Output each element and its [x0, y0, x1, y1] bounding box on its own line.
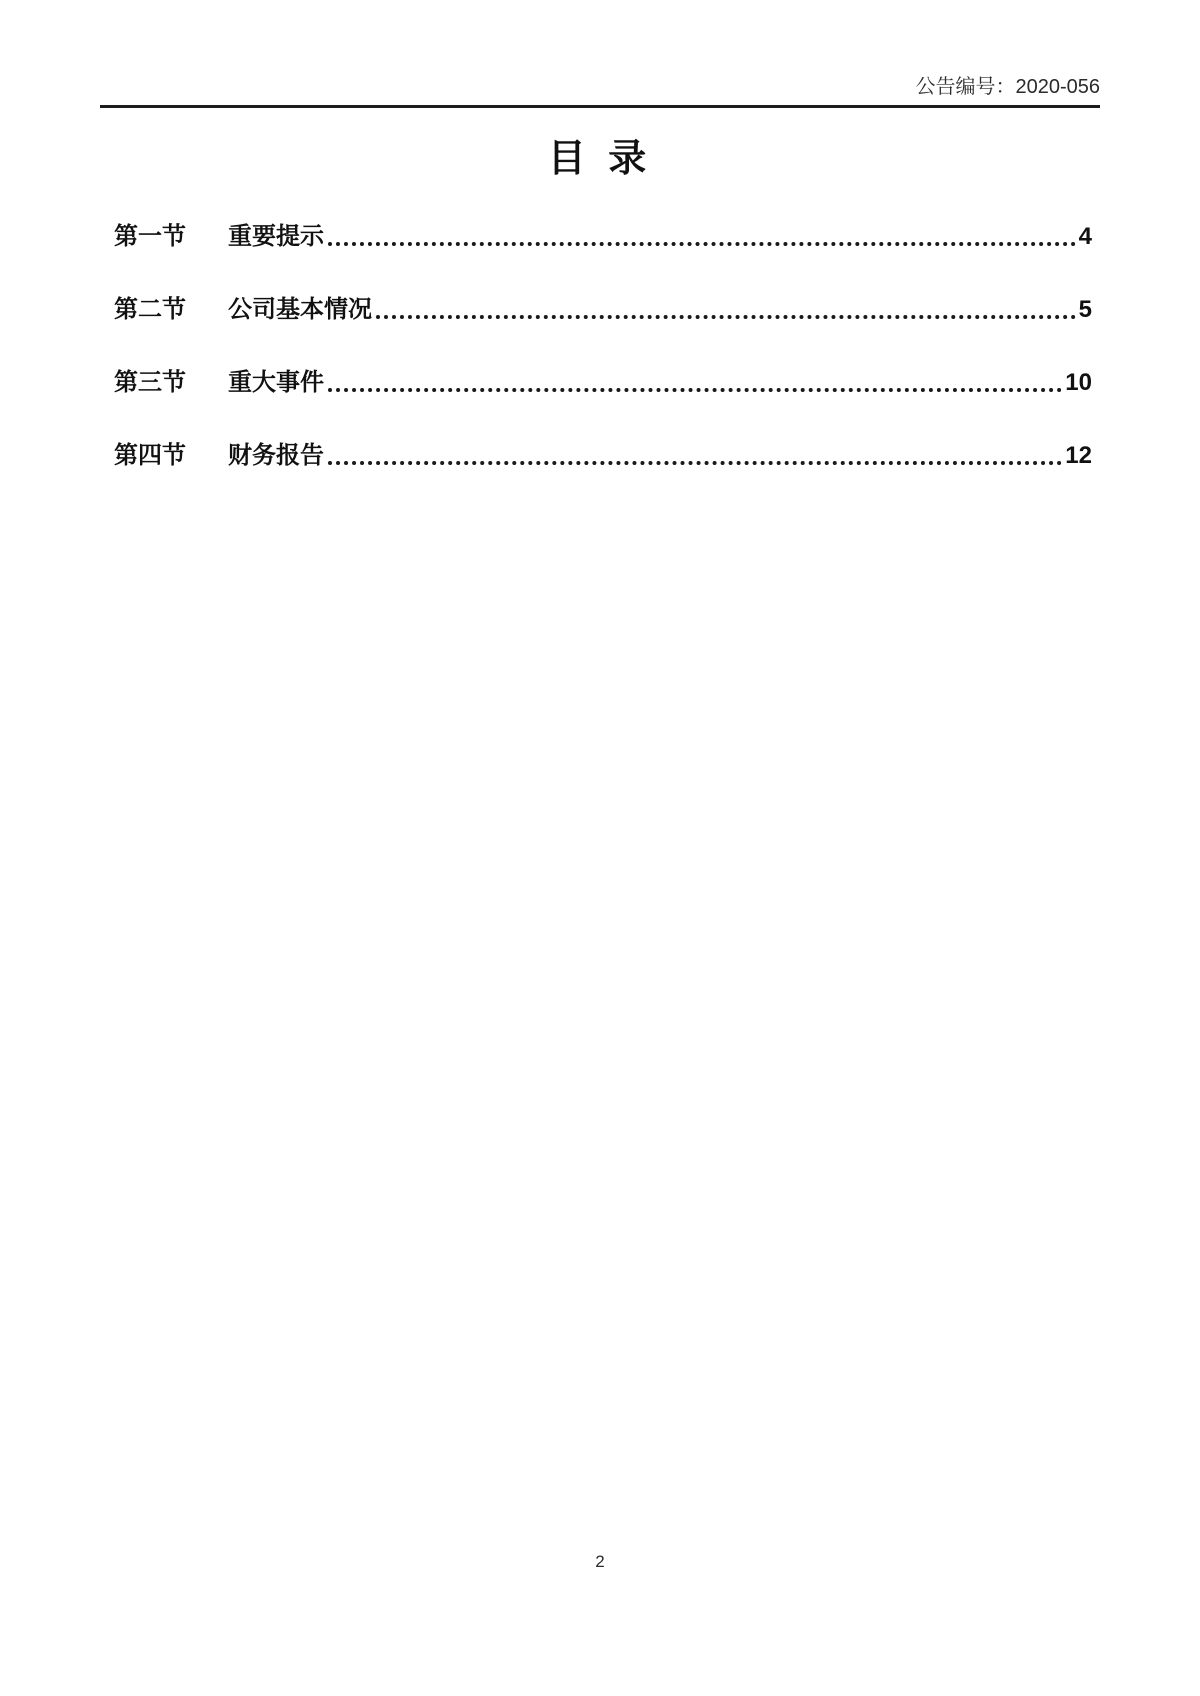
dot-leader	[376, 315, 1076, 319]
table-of-contents	[100, 222, 1100, 471]
dot-leader	[328, 242, 1076, 246]
toc-entry	[114, 368, 1092, 398]
toc-entry-title: 财务报告	[228, 442, 324, 469]
toc-page-number: 5	[1078, 296, 1092, 323]
toc-entry-title: 重大事件	[228, 369, 324, 396]
dot-leader	[328, 388, 1062, 392]
toc-section-label: 第一节	[114, 223, 186, 250]
toc-entry	[114, 222, 1092, 252]
toc-section-label: 第二节	[114, 296, 186, 323]
toc-section-label: 第四节	[114, 442, 186, 469]
toc-page-number: 12	[1065, 442, 1092, 469]
toc-entry	[114, 441, 1092, 471]
notice-number: 公告编号：2020-056	[915, 76, 1100, 98]
dot-leader	[328, 461, 1062, 465]
footer	[0, 1552, 1200, 1572]
toc-page-number: 10	[1065, 369, 1092, 396]
page-title: 目 录	[547, 138, 653, 180]
toc-page-number: 4	[1078, 223, 1092, 250]
header	[100, 0, 1100, 100]
toc-entry-title: 重要提示	[228, 223, 324, 250]
toc-entry	[114, 295, 1092, 325]
page-number: 2	[595, 1552, 605, 1571]
toc-section-label: 第三节	[114, 369, 186, 396]
header-divider	[100, 105, 1100, 108]
toc-entry-title: 公司基本情况	[228, 296, 372, 323]
